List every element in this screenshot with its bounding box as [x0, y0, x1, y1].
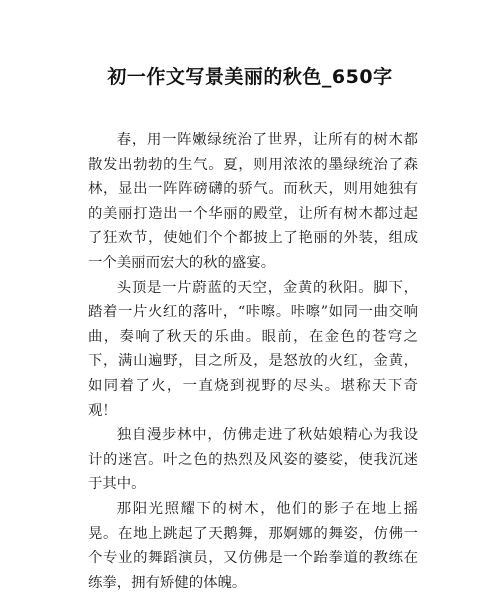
paragraph-sky-and-leaves: 头顶是一片蔚蓝的天空，金黄的秋阳。脚下，踏着一片火红的落叶，“咔嚓。咔嚓”如同一曲交响曲，奏响了秋天的乐曲。眼前，在金色的苍穹之下，满山遍野，目之所及，是怒放的火红，金黄，如同着了火，一直烧到视野的尽头。堪称天下奇观！	[88, 279, 418, 419]
document-title: 初一作文写景美丽的秋色_650字	[107, 66, 393, 88]
paragraph-spring-summer-autumn: 春，用一阵嫩绿统治了世界，让所有的树木都散发出勃勃的生气。夏，则用浓浓的墨绿统治了森林，显出一阵阵磅礴的骄气。而秋天，则用她独有的美丽打造出一个华丽的殿堂，让所有树木都过起了狂欢节，使她们个个都披上了艳丽的外装，组成一个美丽而宏大的秋的盛宴。	[88, 132, 418, 271]
paragraph-forest-walk: 独自漫步林中，仿佛走进了秋姑娘精心为我设计的迷宫。叶之色的热烈及风姿的婆娑，使我沉迷于其中。	[88, 427, 418, 493]
paragraph-sunlit-trees: 那阳光照耀下的树木，他们的影子在地上摇晃。在地上跳起了天鹅舞，那婀娜的舞姿，仿佛一个专业的舞蹈演员，又仿佛是一个跆拳道的教练在练拳，拥有矫健的体魄。	[88, 500, 418, 591]
document-body	[88, 128, 418, 595]
